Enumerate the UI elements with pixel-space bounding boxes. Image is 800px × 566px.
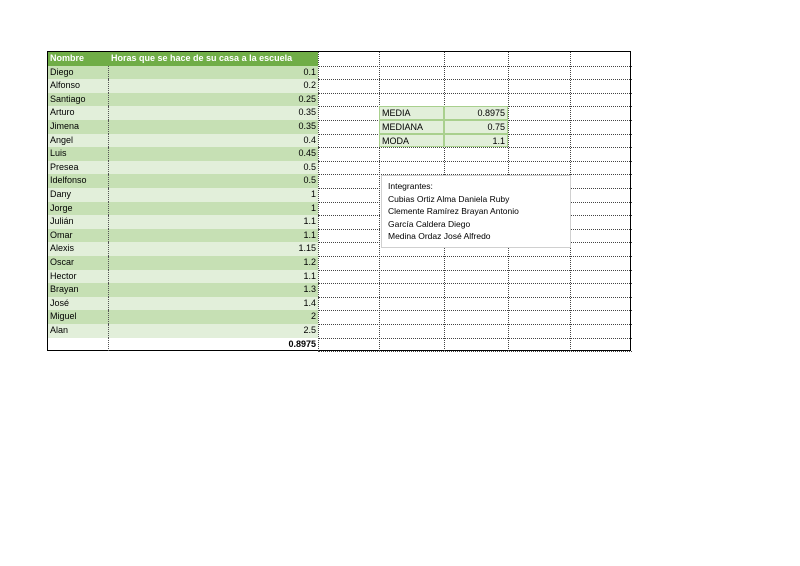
row-hours[interactable]: 1 bbox=[109, 202, 318, 216]
gridline-h bbox=[318, 93, 632, 94]
row-name[interactable]: Alexis bbox=[48, 242, 109, 256]
stat-value-moda[interactable]: 1.1 bbox=[444, 134, 508, 148]
gridline-h bbox=[318, 256, 632, 257]
row-name[interactable]: Luis bbox=[48, 147, 109, 161]
member-3: García Caldera Diego bbox=[388, 218, 471, 229]
row-hours[interactable]: 2 bbox=[109, 310, 318, 324]
row-name[interactable]: José bbox=[48, 297, 109, 311]
row-hours[interactable]: 1.1 bbox=[109, 215, 318, 229]
row-name[interactable]: Dany bbox=[48, 188, 109, 202]
header-name: Nombre bbox=[48, 52, 109, 66]
row-hours[interactable]: 0.2 bbox=[109, 79, 318, 93]
gridline-h bbox=[318, 351, 632, 352]
row-name[interactable]: Oscar bbox=[48, 256, 109, 270]
row-hours[interactable]: 0.45 bbox=[109, 147, 318, 161]
gridline-v bbox=[318, 52, 319, 351]
row-hours[interactable]: 0.5 bbox=[109, 174, 318, 188]
members-title: Integrantes: bbox=[388, 181, 433, 191]
row-hours[interactable]: 0.4 bbox=[109, 134, 318, 148]
row-hours[interactable]: 1.2 bbox=[109, 256, 318, 270]
stat-label-media[interactable]: MEDIA bbox=[379, 106, 444, 120]
members-textbox[interactable] bbox=[381, 175, 571, 248]
row-name[interactable]: Miguel bbox=[48, 310, 109, 324]
stat-value-media[interactable]: 0.8975 bbox=[444, 106, 508, 120]
gridline-h bbox=[318, 310, 632, 311]
row-name[interactable]: Hector bbox=[48, 270, 109, 284]
gridline-h bbox=[318, 283, 632, 284]
gridline-h bbox=[318, 161, 632, 162]
gridline-h bbox=[318, 297, 632, 298]
row-hours[interactable]: 1 bbox=[109, 188, 318, 202]
row-hours[interactable]: 1.15 bbox=[109, 242, 318, 256]
gridline-h bbox=[318, 338, 632, 339]
row-name[interactable]: Jimena bbox=[48, 120, 109, 134]
row-name[interactable]: Idelfonso bbox=[48, 174, 109, 188]
total-empty-cell[interactable] bbox=[48, 338, 109, 352]
stat-label-mediana[interactable]: MEDIANA bbox=[379, 120, 444, 134]
row-name[interactable]: Presea bbox=[48, 161, 109, 175]
row-name[interactable]: Santiago bbox=[48, 93, 109, 107]
row-hours[interactable]: 1.4 bbox=[109, 297, 318, 311]
member-4: Medina Ordaz José Alfredo bbox=[388, 231, 491, 241]
row-hours[interactable]: 0.35 bbox=[109, 120, 318, 134]
row-hours[interactable]: 1.1 bbox=[109, 270, 318, 284]
stat-label-moda[interactable]: MODA bbox=[379, 134, 444, 148]
row-hours[interactable]: 2.5 bbox=[109, 324, 318, 338]
row-name[interactable]: Angel bbox=[48, 134, 109, 148]
gridline-h bbox=[318, 79, 632, 80]
member-1: Cubias Ortiz Alma Daniela Ruby bbox=[388, 193, 510, 204]
row-name[interactable]: Brayan bbox=[48, 283, 109, 297]
row-hours[interactable]: 0.35 bbox=[109, 106, 318, 120]
row-hours[interactable]: 0.5 bbox=[109, 161, 318, 175]
row-hours[interactable]: 0.25 bbox=[109, 93, 318, 107]
row-hours[interactable]: 1.3 bbox=[109, 283, 318, 297]
gridline-v bbox=[379, 52, 380, 351]
row-hours[interactable]: 0.1 bbox=[109, 66, 318, 80]
stat-value-mediana[interactable]: 0.75 bbox=[444, 120, 508, 134]
gridline-h bbox=[318, 66, 632, 67]
row-name[interactable]: Alfonso bbox=[48, 79, 109, 93]
gridline-h bbox=[318, 270, 632, 271]
row-hours[interactable]: 1.1 bbox=[109, 229, 318, 243]
member-2: Clemente Ramírez Brayan Antonio bbox=[388, 206, 519, 216]
row-name[interactable]: Arturo bbox=[48, 106, 109, 120]
row-name[interactable]: Jorge bbox=[48, 202, 109, 216]
gridline-h bbox=[318, 324, 632, 325]
header-hours: Horas que se hace de su casa a la escuela bbox=[109, 52, 318, 66]
gridline-h bbox=[318, 147, 632, 148]
row-name[interactable]: Diego bbox=[48, 66, 109, 80]
row-name[interactable]: Alan bbox=[48, 324, 109, 338]
total-value[interactable]: 0.8975 bbox=[288, 338, 316, 349]
row-name[interactable]: Julián bbox=[48, 215, 109, 229]
row-name[interactable]: Omar bbox=[48, 229, 109, 243]
spreadsheet-table bbox=[47, 51, 631, 351]
